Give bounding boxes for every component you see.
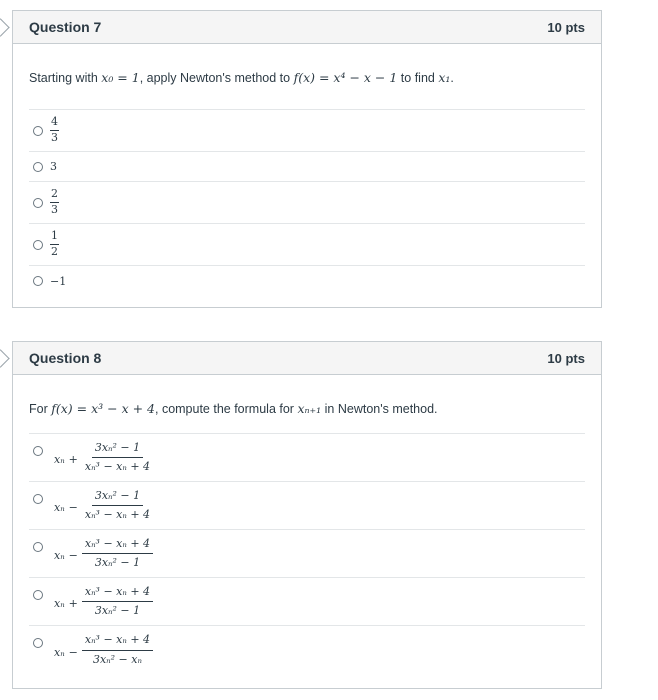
radio-button[interactable]	[33, 276, 43, 286]
answer-option[interactable]	[29, 626, 585, 674]
answer-option[interactable]	[29, 152, 585, 182]
prompt-math-x0: x₀ = 1	[101, 70, 140, 85]
answer-option[interactable]	[29, 578, 585, 626]
radio-button[interactable]	[33, 240, 43, 250]
question-points: 10 pts	[547, 19, 585, 35]
question-7-marker-icon	[0, 18, 10, 36]
prompt-math-function: f(x) = x³ − x + 4	[51, 401, 155, 416]
radio-button[interactable]	[33, 542, 43, 552]
answer-option[interactable]	[29, 182, 585, 224]
prompt-math-target: x₁	[438, 70, 451, 85]
answer-expression: xₙ − $\frac{\text{xₙ³ − xₙ + 4}}{\text{3xₙ² − 1}}$	[54, 537, 153, 571]
answer-fraction: $\frac{2}{3}$	[51, 187, 58, 216]
question-8-answers	[29, 433, 585, 674]
radio-button[interactable]	[33, 638, 43, 648]
answer-option[interactable]	[29, 482, 585, 530]
answer-value: 3	[50, 160, 57, 173]
prompt-text: to find	[397, 71, 439, 85]
answer-fraction: $\frac{4}{3}$	[51, 115, 58, 144]
answer-option[interactable]	[29, 434, 585, 482]
question-8-prompt	[29, 375, 585, 433]
answer-option[interactable]	[29, 530, 585, 578]
answer-expression: xₙ + $\frac{\text{3xₙ² − 1}}{\text{xₙ³ − xₙ + 4}}$	[54, 440, 151, 473]
answer-option[interactable]	[29, 224, 585, 266]
answer-value: −1	[50, 274, 67, 288]
radio-button[interactable]	[33, 198, 43, 208]
question-title: Question 7	[29, 19, 102, 35]
question-7-card	[12, 10, 602, 308]
prompt-math-target: xₙ₊₁	[297, 401, 322, 416]
question-points: 10 pts	[547, 350, 585, 366]
prompt-text: For	[29, 402, 52, 416]
answer-expression: xₙ − $\frac{\text{3xₙ² − 1}}{\text{xₙ³ − xₙ + 4}}$	[54, 488, 151, 521]
radio-button[interactable]	[33, 162, 43, 172]
radio-button[interactable]	[33, 590, 43, 600]
question-7-answers	[29, 109, 585, 296]
answer-expression: xₙ + $\frac{\text{xₙ³ − xₙ + 4}}{\text{3xₙ² − 1}}$	[54, 585, 153, 619]
question-title: Question 8	[29, 350, 102, 366]
question-7-header	[13, 11, 601, 44]
prompt-text: .	[450, 71, 454, 85]
answer-option[interactable]	[29, 266, 585, 296]
prompt-text: , apply Newton's method to	[139, 71, 294, 85]
answer-expression: xₙ − $\frac{\text{xₙ³ − xₙ + 4}}{\text{3xₙ² − xₙ}}$	[54, 633, 153, 667]
radio-button[interactable]	[33, 446, 43, 456]
question-8-card	[12, 341, 602, 689]
answer-fraction: $\frac{1}{2}$	[51, 229, 58, 258]
radio-button[interactable]	[33, 126, 43, 136]
radio-button[interactable]	[33, 494, 43, 504]
prompt-math-function: f(x) = x⁴ − x − 1	[293, 70, 398, 85]
question-7-prompt	[29, 44, 585, 102]
question-8-header	[13, 342, 601, 375]
question-8-marker-icon	[0, 349, 10, 367]
prompt-text: , compute the formula for	[155, 402, 298, 416]
prompt-text: in Newton's method.	[321, 402, 438, 416]
answer-option[interactable]	[29, 110, 585, 152]
prompt-text: Starting with	[29, 71, 102, 85]
